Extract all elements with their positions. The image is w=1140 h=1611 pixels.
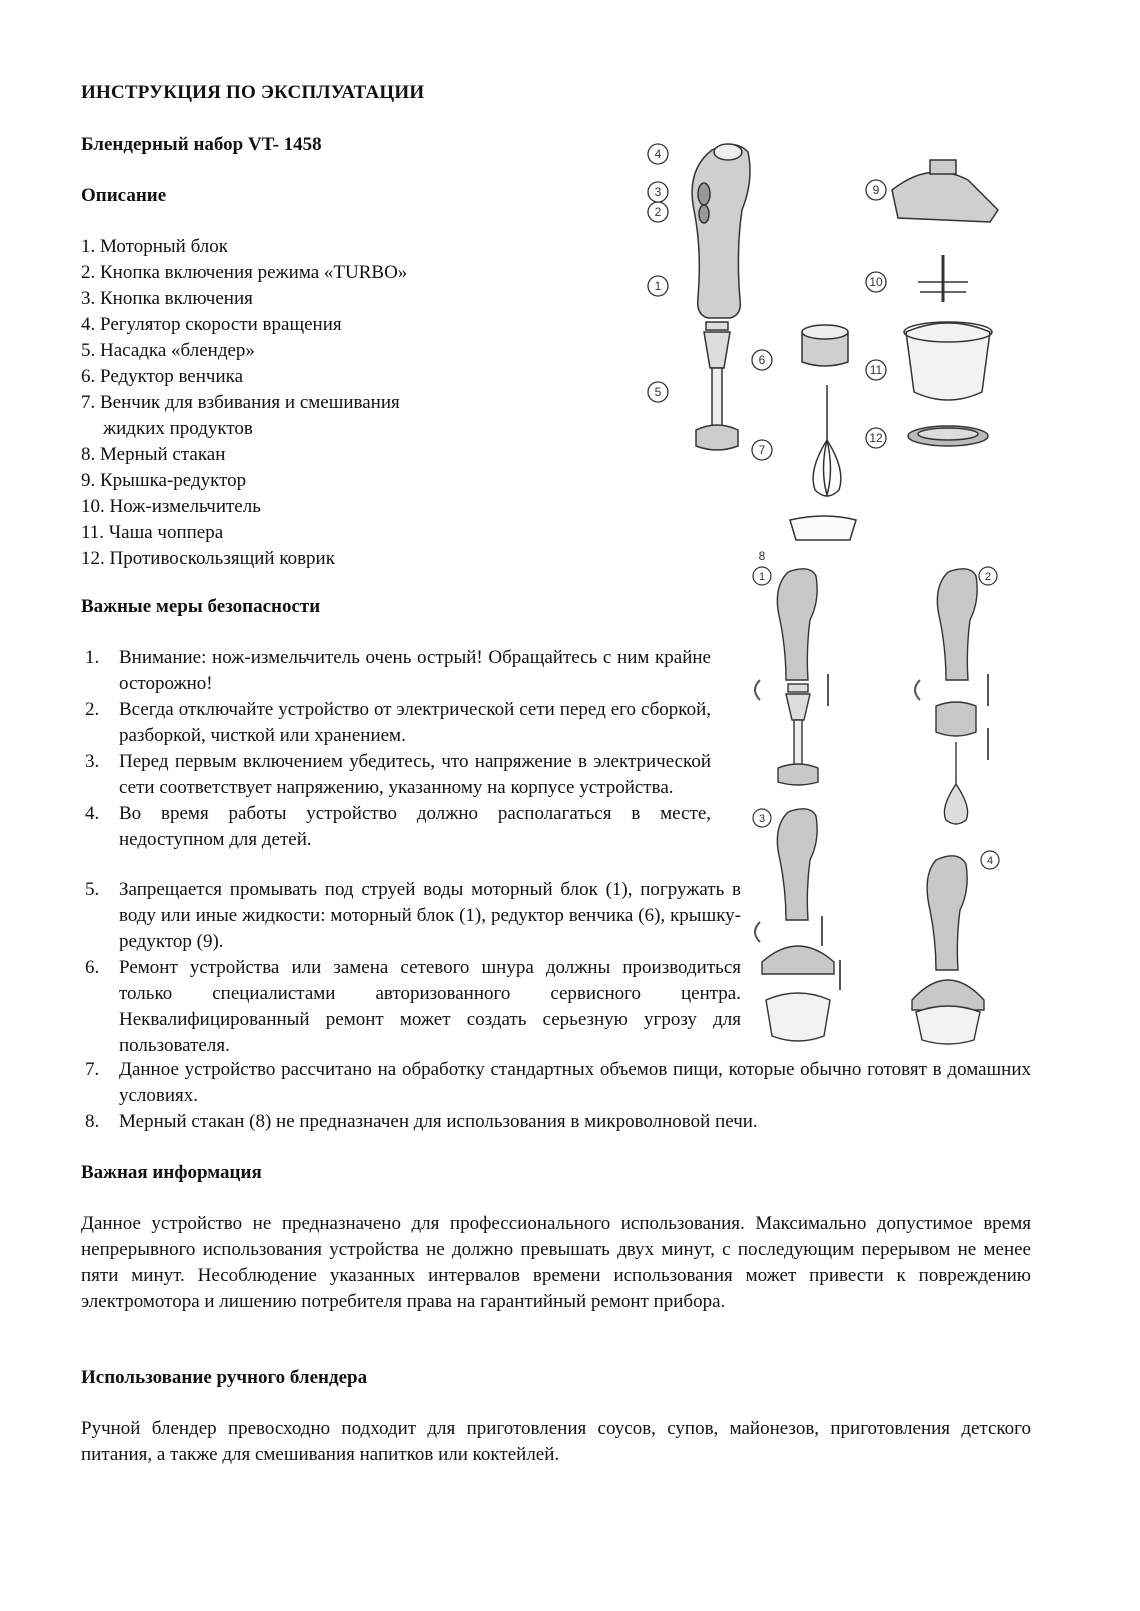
item-text: Запрещается промывать под струей воды моторный блок (1), погружать в воду или иные жидкости: моторный блок (1), редуктор венчика (6), крышку-редуктор (9). (119, 879, 741, 952)
motor-block-icon (692, 144, 750, 318)
list-item: 8. Мерный стакан (81, 444, 226, 465)
safety-heading: Важные меры безопасности (81, 596, 321, 617)
list-item: 2. Кнопка включения режима «TURBO» (81, 262, 408, 283)
callout-label: 10 (869, 275, 883, 289)
list-item: 9. Крышка-редуктор (81, 470, 247, 491)
blender-attachment-icon (704, 332, 730, 368)
rotate-arrow-icon (755, 922, 760, 942)
list-item (81, 645, 711, 697)
step4-motor-icon (927, 856, 967, 970)
step1-motor-icon (777, 569, 817, 680)
item-number: 1. (85, 647, 100, 668)
step-label: 3 (758, 813, 766, 825)
item-number: 3. (85, 751, 100, 772)
step-label: 2 (984, 571, 992, 583)
item-text: Ремонт устройства или замена сетевого шнура должны производиться только специалистами авторизованного сервисного центра. Неквалифицированный ремонт может создать серьезную угрозу для пользователя. (119, 957, 741, 1056)
item-number: 8. (85, 1111, 100, 1132)
list-item (81, 1109, 1031, 1135)
callout-label: 9 (872, 183, 880, 197)
list-item: 3. Кнопка включения (81, 288, 253, 309)
info-heading: Важная информация (81, 1162, 262, 1183)
callout-label: 12 (869, 431, 883, 445)
info-paragraph: Данное устройство не предназначено для профессионального использования. Максимально допустимое время непрерывного использования устройства не должно превышать двух минут, с последующим перерывом не менее пяти минут. Несоблюдение указанных интервалов времени использования может привести к повреждению электромотора и лишению потребителя права на гарантийный ремонт прибора. (81, 1213, 1031, 1312)
usage-paragraph: Ручной блендер превосходно подходит для приготовления соусов, супов, майонезов, приготовления детского питания, а также для смешивания напитков или коктейлей. (81, 1418, 1031, 1465)
item-number: 5. (85, 879, 100, 900)
callout-label: 2 (654, 205, 662, 219)
list-item: 1. Моторный блок (81, 236, 228, 257)
measuring-cup-icon (790, 516, 856, 540)
list-item: 11. Чаша чоппера (81, 522, 224, 543)
item-number: 4. (85, 803, 100, 824)
safety-list-wide (81, 1057, 1031, 1135)
list-item: жидких продуктов (103, 418, 253, 439)
item-text: Во время работы устройство должно располагаться в месте, недоступном для детей. (119, 803, 711, 850)
callout-label: 8 (758, 549, 766, 563)
callout-label: 7 (758, 443, 766, 457)
callout-label: 3 (654, 185, 662, 199)
product-subtitle: Блендерный набор VT- 1458 (81, 134, 322, 155)
item-text: Данное устройство рассчитано на обработку стандартных объемов пищи, которые обычно готовят в домашних условиях. (119, 1059, 1031, 1106)
step2-motor-icon (937, 569, 977, 680)
chopper-lid-icon (892, 172, 998, 222)
item-text: Перед первым включением убедитесь, что напряжение в электрической сети соответствует напряжению, указанному на корпусе устройства. (119, 751, 711, 798)
usage-heading: Использование ручного блендера (81, 1367, 368, 1388)
assembly-diagram (740, 560, 1030, 1050)
list-item: 4. Регулятор скорости вращения (81, 314, 342, 335)
item-number: 7. (85, 1059, 100, 1080)
list-item: 12. Противоскользящий коврик (81, 548, 335, 569)
list-item (81, 749, 711, 801)
safety-list-medium (81, 877, 741, 1059)
step-label: 4 (986, 855, 994, 867)
description-heading: Описание (81, 185, 167, 206)
chopper-bowl-icon (906, 323, 990, 400)
step3-motor-icon (777, 809, 817, 920)
list-item: 10. Нож-измельчитель (81, 496, 261, 517)
rotate-arrow-icon (755, 680, 760, 700)
list-item: 7. Венчик для взбивания и смешивания (81, 392, 400, 413)
callout-label: 1 (654, 279, 662, 293)
list-item (81, 801, 711, 853)
step-label: 1 (758, 571, 766, 583)
callout-label: 11 (869, 363, 883, 377)
safety-list-narrow (81, 645, 711, 853)
list-item (81, 1057, 1031, 1109)
list-item (81, 955, 741, 1059)
callout-label: 6 (758, 353, 766, 367)
parts-diagram (630, 130, 1050, 563)
page-title: ИНСТРУКЦИЯ ПО ЭКСПЛУАТАЦИИ (81, 82, 425, 103)
item-text: Мерный стакан (8) не предназначен для использования в микроволновой печи. (119, 1111, 758, 1132)
callout-label: 5 (654, 385, 662, 399)
item-number: 6. (85, 957, 100, 978)
item-text: Всегда отключайте устройство от электрической сети перед его сборкой, разборкой, чисткой или хранением. (119, 699, 711, 746)
list-item (81, 877, 741, 955)
description-list (81, 234, 407, 572)
callout-label: 4 (654, 147, 662, 161)
item-text: Внимание: нож-измельчитель очень острый! Обращайтесь с ним крайне осторожно! (119, 647, 711, 694)
list-item: 5. Насадка «блендер» (81, 340, 255, 361)
list-item: 6. Редуктор венчика (81, 366, 244, 387)
item-number: 2. (85, 699, 100, 720)
list-item (81, 697, 711, 749)
rotate-arrow-icon (915, 680, 920, 700)
